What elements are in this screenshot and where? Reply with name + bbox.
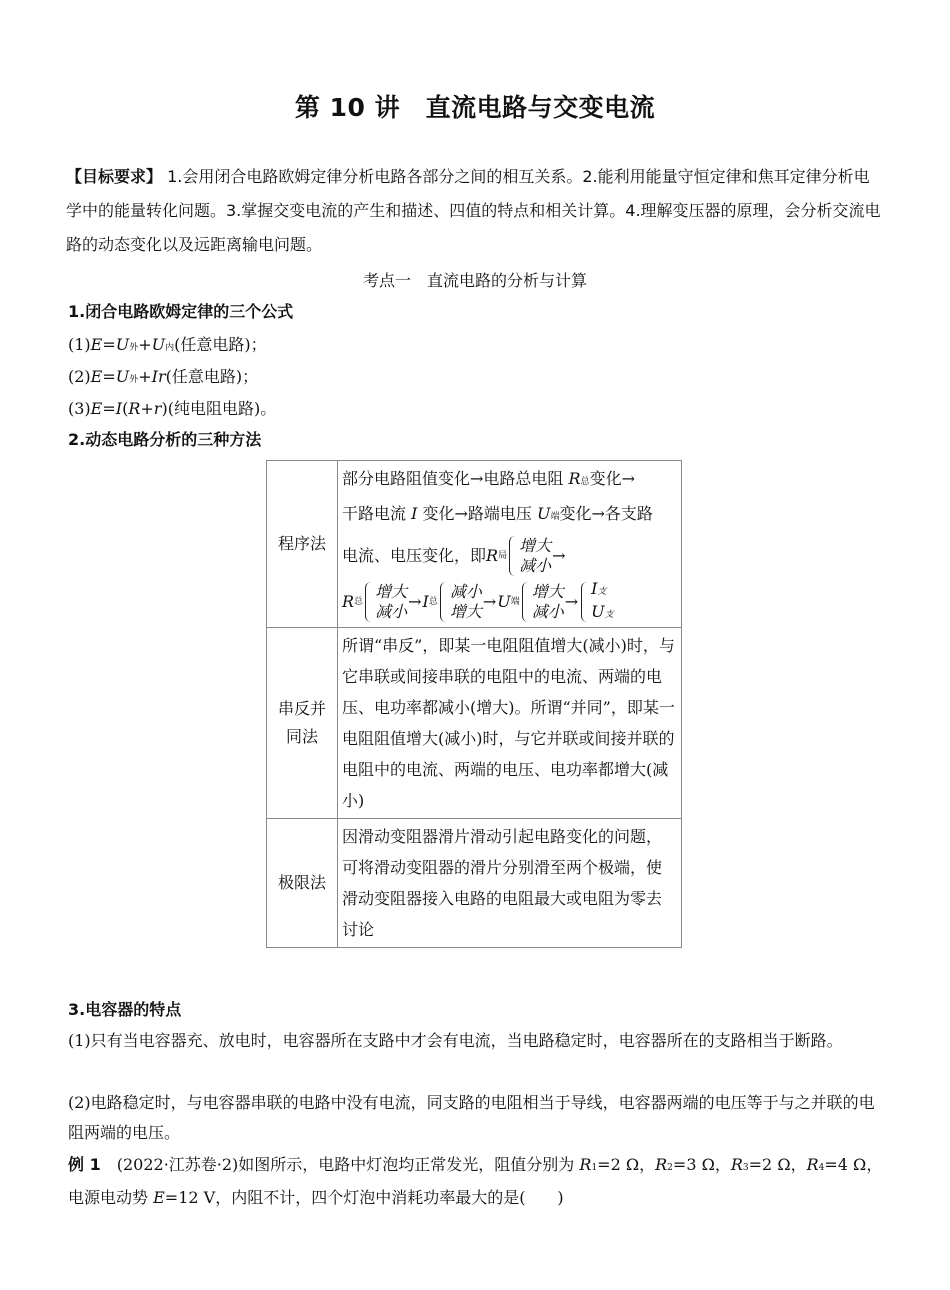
formula-3-R: R: [128, 399, 141, 418]
subscript: 3: [742, 1163, 749, 1173]
example-1: [68, 1150, 884, 1213]
symbol-R4: R: [806, 1155, 819, 1174]
item2-heading: 2.动态电路分析的三种方法: [68, 430, 262, 449]
formula-2-plus: +: [138, 367, 152, 386]
table-row: [267, 819, 682, 948]
procedure-chain: [342, 579, 677, 625]
formula-2-eq: =: [102, 367, 116, 386]
goals-label: 【目标要求】: [66, 167, 163, 186]
formula-2-note: (任意电路)；: [165, 367, 259, 386]
brace-stack: [532, 582, 564, 622]
value-R3: =2 Ω，: [748, 1155, 807, 1174]
procedure-line-1: [342, 463, 677, 498]
brace-stack: [519, 536, 551, 576]
formula-1-sub-outer: 外: [129, 343, 139, 353]
procedure-line-2: [342, 498, 677, 533]
methods-table: [266, 460, 682, 948]
formula-2-U: U: [115, 367, 130, 386]
formula-1: [68, 330, 884, 363]
value-R1: =2 Ω，: [597, 1155, 656, 1174]
value-E: =12 V，内阻不计，四个灯泡中消耗功率最大的是( ): [164, 1188, 564, 1207]
formula-3-r: r: [153, 399, 162, 418]
subscript: 端: [550, 512, 560, 522]
symbol-R1: R: [579, 1155, 592, 1174]
decrease-label: 减小: [519, 556, 552, 575]
symbol-U: U: [591, 602, 605, 621]
example-source: (2022·江苏卷·2): [116, 1155, 239, 1174]
symbol-U: U: [537, 504, 551, 523]
formula-2-sub-outer: 外: [129, 375, 139, 385]
increase-label: 增大: [375, 582, 408, 601]
arrow-icon: →: [482, 592, 497, 611]
subscript: 局: [498, 551, 508, 561]
example-text: 如图所示，电路中灯泡均正常发光，阻值分别为: [238, 1155, 580, 1174]
formula-3-eq: =: [102, 399, 116, 418]
formula-3-I: I: [115, 399, 123, 418]
goals-text: 1.会用闭合电路欧姆定律分析电路各部分之间的相互关系。2.能利用能量守恒定律和焦耳定律分析电学中的能量转化问题。3.掌握交变电流的产生和描述、四值的特点和相关计算。4.理解变压器的原理，会分析交流电路的动态变化以及远距离输电问题。: [66, 167, 881, 254]
formula-3-lparen: (: [122, 399, 129, 418]
capacitor-point-1: (1)只有当电容器充、放电时，电容器所在支路中才会有电流，当电路稳定时，电容器所在的支路相当于断路。: [68, 1031, 843, 1050]
brace: [365, 582, 372, 622]
symbol-I: I: [411, 504, 418, 523]
formula-1-U: U: [115, 335, 130, 354]
brace: [440, 582, 447, 622]
symbol-R3: R: [730, 1155, 743, 1174]
symbol-E: E: [153, 1188, 165, 1207]
text-run: 部分电路阻值变化→电路总电阻: [342, 469, 569, 488]
formula-2: [68, 362, 884, 395]
symbol-R: R: [342, 592, 355, 611]
subscript: 总: [428, 597, 438, 607]
formula-3-rparen: ): [161, 399, 168, 418]
brace-stack: [375, 582, 407, 622]
arrow-icon: →: [552, 546, 566, 565]
subscript: 支: [597, 587, 607, 597]
formula-1-index: (1): [68, 335, 91, 354]
brace: [581, 582, 588, 622]
formula-3-E: E: [90, 399, 103, 418]
method-name-series-parallel: [267, 628, 338, 819]
formula-3: [68, 394, 884, 424]
increase-label: 增大: [519, 536, 552, 555]
subscript: 1: [591, 1163, 598, 1173]
learning-goals: [66, 160, 884, 262]
formula-1-sub-inner: 内: [165, 343, 175, 353]
symbol-I: I: [591, 579, 598, 598]
subscript: 总: [354, 597, 364, 607]
increase-label: 增大: [531, 582, 564, 601]
formula-2-E: E: [90, 367, 103, 386]
method-name-procedure: 程序法: [267, 461, 338, 628]
subscript: 4: [818, 1163, 825, 1173]
example-label: 例 1: [68, 1155, 101, 1174]
symbol-I: I: [422, 592, 429, 611]
text-run: 变化→: [589, 469, 635, 488]
formula-3-index: (3): [68, 399, 91, 418]
decrease-label: 减小: [449, 582, 482, 601]
value-R2: =3 Ω，: [672, 1155, 731, 1174]
symbol-U: U: [497, 592, 511, 611]
section-heading: 考点一 直流电路的分析与计算: [362, 271, 587, 290]
method-name-limit: 极限法: [267, 819, 338, 948]
text-run: 变化→路端电压: [417, 504, 538, 523]
subscript: 2: [667, 1163, 673, 1173]
formula-1-E: E: [90, 335, 103, 354]
formula-1-note: (任意电路)；: [174, 335, 267, 354]
text-run: 变化→各支路: [559, 504, 653, 523]
method-desc-procedure: [338, 461, 682, 628]
brace-stack: [450, 582, 482, 622]
decrease-label: 减小: [375, 602, 408, 621]
value-R4: =4 Ω，电源电动势: [68, 1155, 883, 1207]
table-row: [267, 461, 682, 628]
item3-heading: 3.电容器的特点: [68, 1000, 182, 1019]
text-run: 干路电流: [342, 504, 412, 523]
arrow-icon: →: [408, 592, 422, 611]
formula-1-eq: =: [102, 335, 116, 354]
subscript: 支: [604, 610, 614, 620]
formula-2-index: (2): [68, 367, 91, 386]
method-name-text: 串反并同法: [277, 699, 326, 746]
arrow-icon: →: [564, 592, 579, 611]
table-row: [267, 628, 682, 819]
formula-1-U-inner: U: [151, 335, 166, 354]
decrease-label: 减小: [531, 602, 564, 621]
method-desc-series-parallel: 所谓“串反”，即某一电阻阻值增大(减小)时，与它串联或间接串联的电阻中的电流、两端的电压、电功率都减小(增大)。所谓“并同”，即某一电阻阻值增大(减小)时，与它并联或间接并联的电阻中的电流、两端的电压、电功率都增大(减小): [338, 628, 682, 819]
symbol-R: R: [486, 546, 499, 565]
subscript: 端: [510, 597, 520, 607]
text-run: 电流、电压变化，即: [342, 546, 487, 565]
page-title: 第 10 讲 直流电路与交变电流: [294, 93, 656, 122]
brace: [509, 536, 516, 576]
brace-stack: [591, 579, 614, 625]
formula-3-plus: +: [140, 399, 154, 418]
formula-2-Ir: Ir: [151, 367, 166, 386]
symbol-R: R: [568, 469, 581, 488]
branch-voltage: [591, 602, 614, 625]
increase-label: 增大: [449, 602, 482, 621]
symbol-R2: R: [655, 1155, 668, 1174]
formula-1-plus: +: [138, 335, 152, 354]
brace: [522, 582, 529, 622]
branch-current: [591, 579, 614, 602]
item1-heading: 1.闭合电路欧姆定律的三个公式: [68, 302, 294, 321]
method-desc-limit: 因滑动变阻器滑片滑动引起电路变化的问题，可将滑动变阻器的滑片分别滑至两个极端，使滑动变阻器接入电路的电阻最大或电阻为零去讨论: [338, 819, 682, 948]
subscript: 总: [580, 477, 590, 487]
procedure-line-3: [342, 533, 677, 579]
capacitor-point-2: (2)电路稳定时，与电容器串联的电路中没有电流，同支路的电阻相当于导线，电容器两端的电压等于与之并联的电阻两端的电压。: [68, 1093, 875, 1142]
formula-3-note: (纯电阻电路)。: [167, 399, 277, 418]
